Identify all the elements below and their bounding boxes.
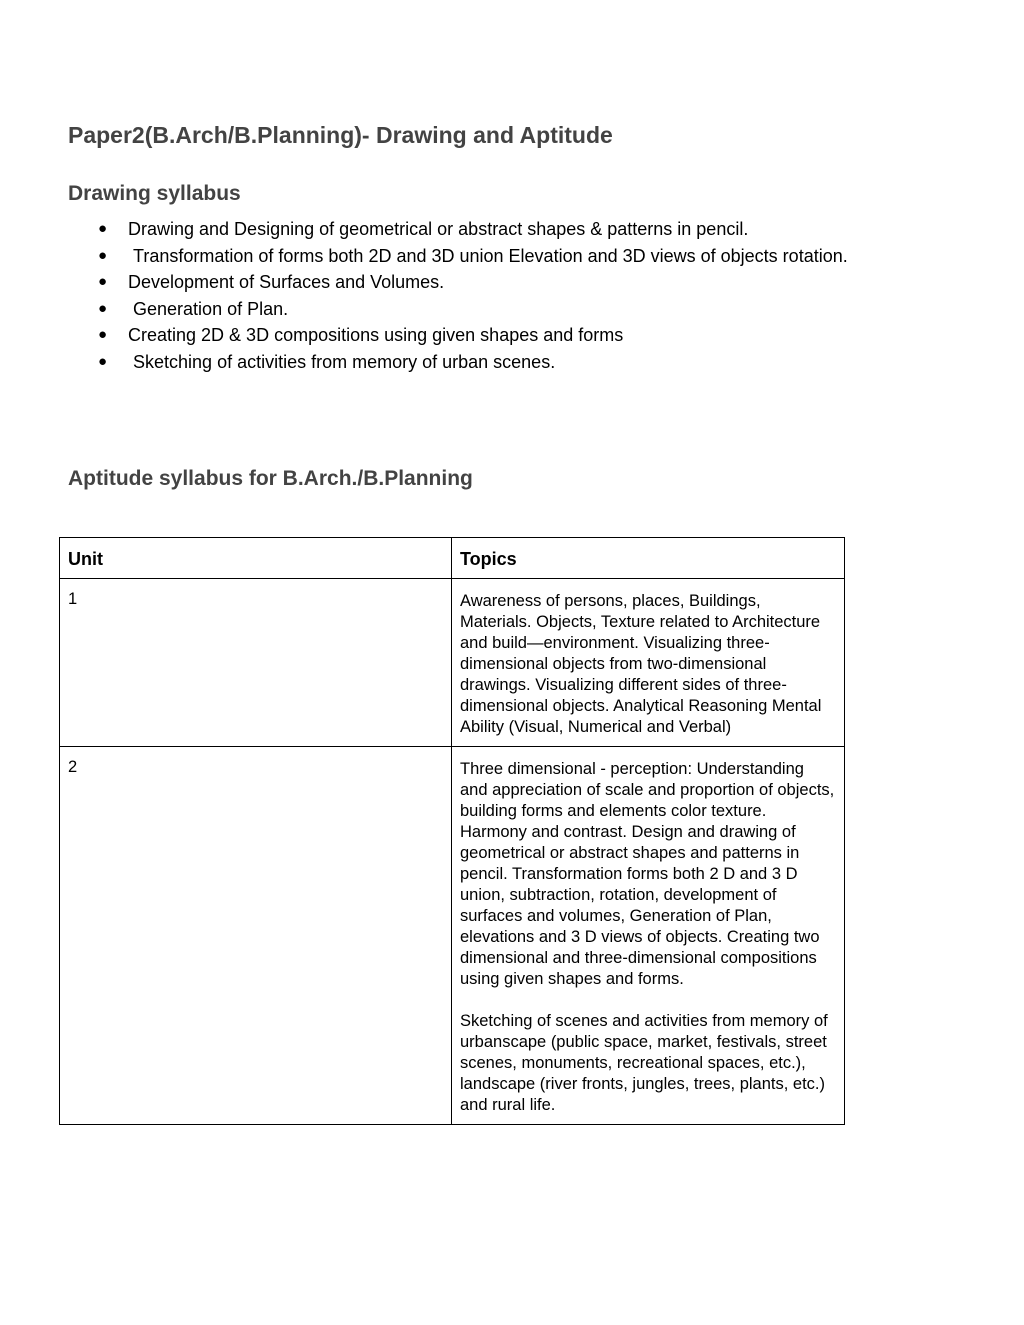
column-header-topics: Topics [452,538,845,579]
drawing-syllabus-list [98,216,868,375]
bullet-icon: ● [98,326,108,343]
list-item [98,216,868,243]
drawing-syllabus-heading: Drawing syllabus [68,182,241,205]
topics-paragraph: Sketching of scenes and activities from memory of urbanscape (public space, market, festivals, street scenes, monuments, recreational spaces, etc.), landscape (river fronts, jungles, trees, plants, etc.) and rural life. [460,1012,828,1114]
aptitude-syllabus-heading: Aptitude syllabus for B.Arch./B.Planning [68,467,473,490]
table-header-row [60,538,845,579]
topics-paragraph: Three dimensional - perception: Understanding and appreciation of scale and proportion of objects, building forms and elements color texture. Harmony and contrast. Design and drawing of geometrical or abstract shapes and patterns in pencil. Transformation forms both 2 D and 3 D union, subtraction, rotation, development of surfaces and volumes, Generation of Plan, elevations and 3 D views of objects. Creating two dimensional and three-dimensional compositions using given shapes and forms. [460,760,835,988]
bullet-icon: ● [98,220,108,237]
list-item-text: Creating 2D & 3D compositions using given shapes and forms [128,325,624,345]
unit-cell: 2 [60,747,452,1125]
list-item-text: Generation of Plan. [128,298,289,319]
list-item-text: Drawing and Designing of geometrical or abstract shapes & patterns in pencil. [128,219,749,239]
aptitude-syllabus-table [59,537,845,1125]
list-item-text: Development of Surfaces and Volumes. [128,272,445,292]
list-item [98,322,868,349]
list-item-text: Sketching of activities from memory of urban scenes. [128,351,556,372]
document-title: Paper2(B.Arch/B.Planning)- Drawing and Aptitude [68,122,613,148]
bullet-icon: ● [98,246,108,264]
bullet-icon: ● [98,299,108,317]
list-item-text: Transformation of forms both 2D and 3D union Elevation and 3D views of objects rotation. [128,245,848,266]
topics-cell [452,579,845,747]
list-item [98,349,868,376]
topics-paragraph: Awareness of persons, places, Buildings, Materials. Objects, Texture related to Architecture and build—environment. Visualizing three-dimensional objects from two-dimensional drawings. Visualizing different sides of three-dimensional objects. Analytical Reasoning Mental Ability (Visual, Numerical and Verbal) [460,592,822,736]
bullet-icon: ● [98,352,108,370]
table-row [60,579,845,747]
list-item [98,296,868,323]
topics-cell [452,747,845,1125]
list-item [98,243,868,270]
bullet-icon: ● [98,273,108,290]
column-header-unit: Unit [60,538,452,579]
table-row [60,747,845,1125]
list-item [98,269,868,296]
unit-cell: 1 [60,579,452,747]
